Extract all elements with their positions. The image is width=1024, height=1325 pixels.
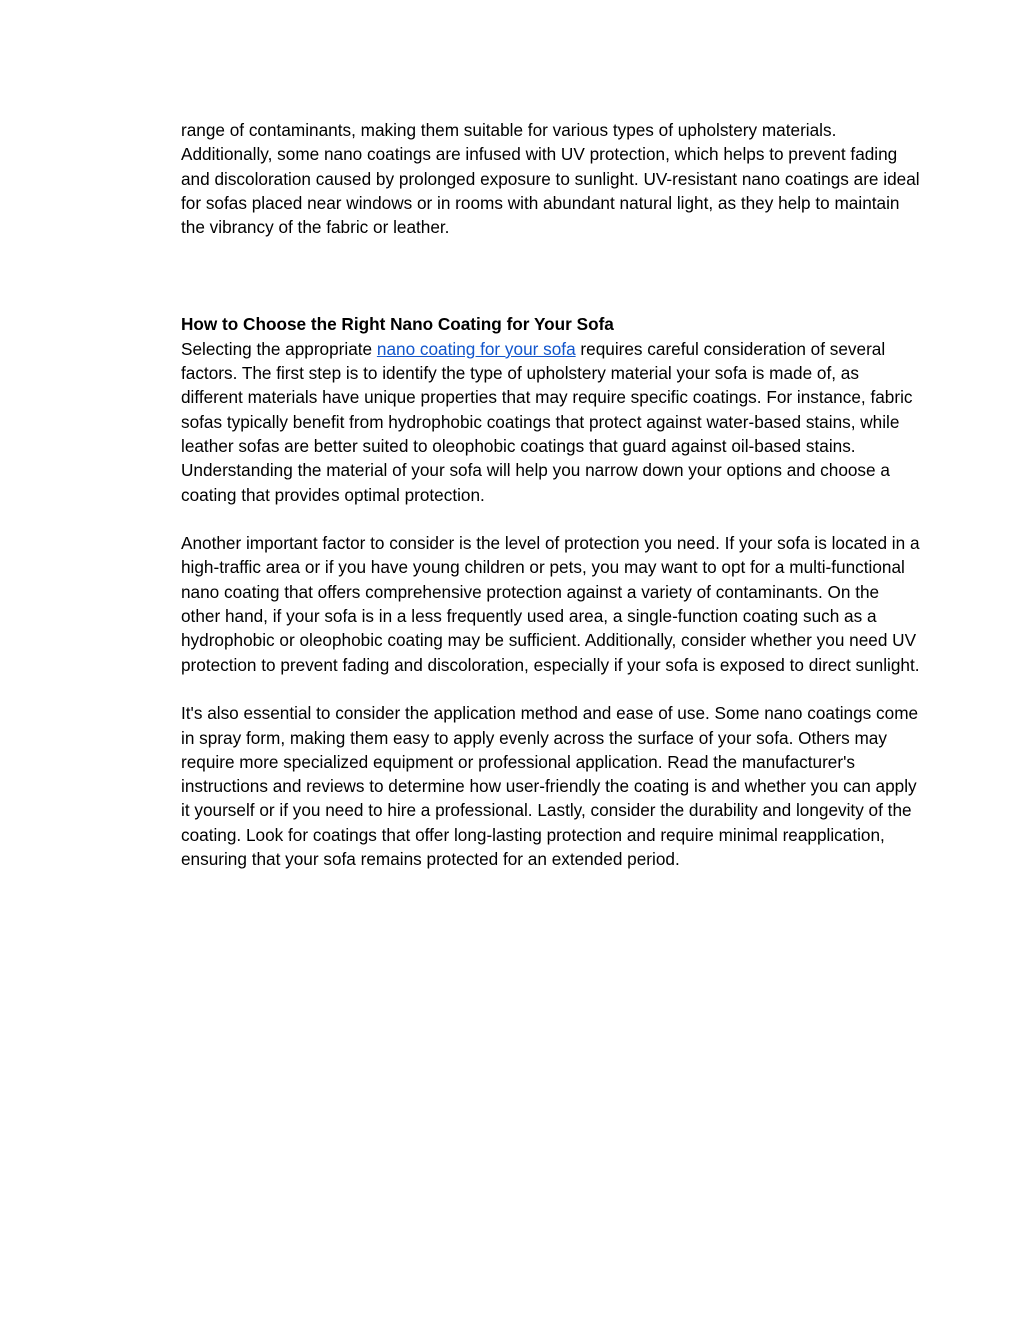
paragraph-application-method: It's also essential to consider the application method and ease of use. Some nano coatings come in spray form, making them easy to apply evenly across the surface of your sofa. Others may require more specialized equipment or professional application. Read the manufacturer's instructions and reviews to determine how user-friendly the coating is and whether you can apply it yourself or if you need to hire a professional. Lastly, consider the durability and longevity of the coating. Look for coatings that offer long-lasting protection and require minimal reapplication, ensuring that your sofa remains protected for an extended period. bbox=[181, 703, 919, 870]
paragraph-material bbox=[181, 337, 921, 507]
intro-paragraph: range of contaminants, making them suitable for various types of upholstery materials. Additionally, some nano coatings are infused with UV protection, which helps to prevent fading and discoloration caused by prolonged exposure to sunlight. UV-resistant nano coatings are ideal for sofas placed near windows or in rooms with abundant natural light, as they help to maintain the vibrancy of the fabric or leather. bbox=[181, 120, 920, 238]
document-page bbox=[181, 118, 921, 871]
paragraph-spacer bbox=[181, 507, 921, 531]
paragraph-text: Selecting the appropriate bbox=[181, 338, 377, 359]
nano-coating-link[interactable]: nano coating for your sofa bbox=[376, 338, 576, 359]
paragraph-spacer bbox=[181, 677, 921, 701]
section-heading: How to Choose the Right Nano Coating for Your Sofa bbox=[181, 314, 614, 335]
paragraph-protection-level: Another important factor to consider is the level of protection you need. If your sofa is located in a high-traffic area or if you have young children or pets, you may want to opt for a multi-functional nano coating that offers comprehensive protection against a variety of contaminants. On the other hand, if your sofa is in a less frequently used area, a single-function coating such as a hydrophobic or oleophobic coating may be sufficient. Additionally, consider whether you need UV protection to prevent fading and discoloration, especially if your sofa is exposed to direct sunlight. bbox=[181, 533, 920, 675]
section-spacer bbox=[181, 239, 921, 312]
paragraph-text: requires careful consideration of several factors. The first step is to identify the type of upholstery material your sofa is made of, as different materials have unique properties that may require specific coatings. For instance, fabric sofas typically benefit from hydrophobic coatings that protect against water-based stains, while leather sofas are better suited to oleophobic coatings that guard against oil-based stains. Understanding the material of your sofa will help you narrow down your options and choose a coating that provides optimal protection. bbox=[181, 338, 913, 505]
